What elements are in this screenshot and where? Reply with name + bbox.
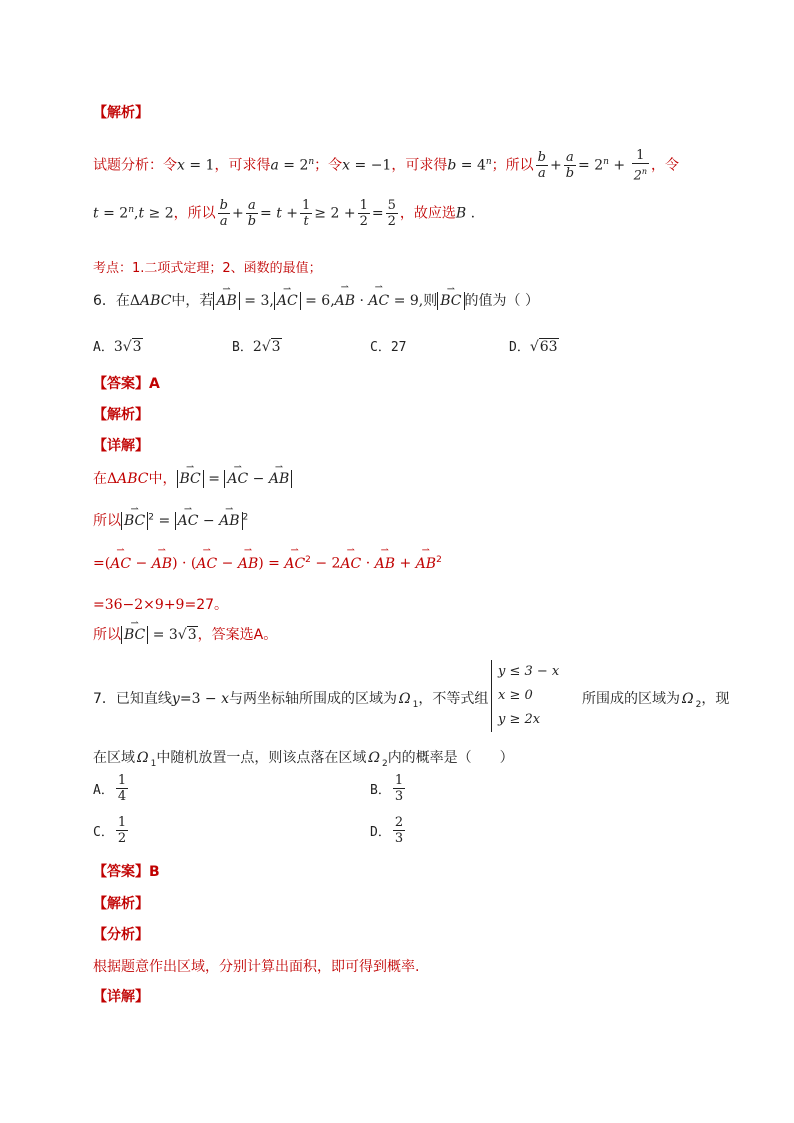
- q7-analysis-heading: 【解析】: [93, 896, 149, 912]
- text-segment: ，答案选: [197, 627, 254, 643]
- answer-tag: 【答案】: [93, 864, 149, 880]
- answer-value: A: [149, 376, 160, 392]
- text-segment: 6．在: [93, 293, 130, 309]
- numerator: 1: [394, 773, 404, 788]
- option-label: D．: [509, 340, 530, 355]
- q7-answer: [93, 861, 160, 881]
- q7-option-c[interactable]: [93, 815, 130, 846]
- text-segment: 所围成的区域为: [582, 691, 680, 707]
- text-segment: ，现: [701, 691, 730, 707]
- q6-detail-line-4: [93, 594, 228, 614]
- q5-analysis-line-2: $t = 2^n,t \ge 2$，所以 $\frac{b}{a}$ + $\frac{a}{b}$ = t + $\frac{1}{t}$ ≥ 2 + $\frac{1}{2}$ = $\frac{5}{2}$ ，故应选B .: [93, 198, 476, 229]
- text-segment: 与两坐标轴所围成的区域为: [229, 691, 398, 707]
- q7-stem-line-1b: 所围成的区域为 Ω $_2$，现: [582, 691, 730, 710]
- text-segment: 。: [263, 627, 278, 643]
- q5-analysis-line-1: 试题分析：令x = 1，可求得$a = 2^n$；令x = −1，可求得$b = 4^n$；所以 $\frac{b}{a}$ + $\frac{a}{b}$ = $2^n$ + $\frac{1}{2^n}$ ，令: [93, 148, 680, 184]
- text-segment: 内的概率是（ ）: [387, 750, 514, 766]
- q7-option-b[interactable]: [370, 773, 407, 804]
- denominator: 4: [117, 789, 127, 804]
- text-segment: 。: [214, 597, 229, 613]
- denominator: 3: [394, 789, 404, 804]
- text-segment: 所以: [93, 513, 121, 529]
- text-segment: 在区域: [93, 750, 135, 766]
- q6-option-c[interactable]: [370, 336, 406, 355]
- q7-fenxi-heading: 【分析】: [93, 927, 149, 943]
- text-segment: 7．已知直线: [93, 691, 172, 707]
- q6-stem: 6．在ΔABC中，若⇀ AB = 3,⇀ AC = 6,⇀ AB · ⇀ AC = 9,则⇀ BC 的值为（ ）: [93, 290, 539, 310]
- result-value: A: [253, 627, 264, 643]
- numerator: 1: [117, 773, 127, 788]
- text-segment: 在: [93, 471, 107, 487]
- q6-option-a[interactable]: A．3√3: [93, 339, 142, 355]
- q6-detail-line-5: 所以⇀ BC = 3√3，答案选A。: [93, 624, 277, 644]
- q6-detail-line-1: 在ΔABC中，⇀ BC = ⇀ AC − ⇀ AB: [93, 468, 292, 488]
- text-segment: ；所以: [491, 157, 534, 174]
- analysis-heading: 【解析】: [93, 105, 149, 121]
- q7-inequality-system: y ≤ 3 − x x ≥ 0 y ≥ 2x: [491, 660, 559, 732]
- option-label: B．: [232, 340, 253, 355]
- option-label: A．: [93, 783, 114, 798]
- text-segment: 所以: [93, 627, 121, 643]
- option-value: 27: [390, 340, 407, 355]
- denominator: 3: [394, 831, 404, 846]
- text-segment: ，不等式组: [418, 691, 489, 707]
- q6-option-b[interactable]: B．2√3: [232, 339, 281, 355]
- text-segment: 中随机放置一点，则该点落在区域: [156, 750, 367, 766]
- denominator: 2: [117, 831, 127, 846]
- answer-value: B: [149, 864, 160, 880]
- q7-option-d[interactable]: [370, 815, 407, 846]
- option-label: B．: [370, 783, 391, 798]
- option-label: D．: [370, 825, 391, 840]
- q6-detail-line-2: 所以⇀ BC $^2$ = ⇀ AC − ⇀ AB $^2$: [93, 510, 248, 530]
- q6-answer: [93, 373, 160, 393]
- text-segment: 试题分析：令: [93, 157, 177, 174]
- q7-fenxi-text: 根据题意作出区域，分别计算出面积，即可得到概率.: [93, 959, 420, 975]
- q7-stem-line-2: 在区域 Ω $_1$中随机放置一点，则该点落在区域 Ω $_2$内的概率是（ ）: [93, 750, 514, 769]
- q7-detail-heading: 【详解】: [93, 989, 149, 1005]
- numerator: 1: [117, 815, 127, 830]
- text-segment: 的值为（ ）: [464, 293, 539, 309]
- q6-option-d[interactable]: D．√63: [509, 339, 558, 355]
- text-segment: 中，若: [171, 293, 214, 309]
- q6-analysis-heading: 【解析】: [93, 407, 149, 423]
- option-label: A．: [93, 340, 114, 355]
- q7-stem-line-1: 7．已知直线y=3 − x与两坐标轴所围成的区域为 Ω $_1$，不等式组: [93, 691, 489, 710]
- text-segment: ，令: [651, 157, 680, 174]
- text-segment: ，可求得: [214, 157, 271, 174]
- text-segment: ；令: [314, 157, 343, 174]
- result-value: 27: [196, 597, 215, 613]
- answer-tag: 【答案】: [93, 376, 149, 392]
- q6-detail-line-3: =(⇀ AC − ⇀ AB) · (⇀ AC − ⇀ AB) = ⇀ $AC^2$ − 2⇀ AC · ⇀ AB + ⇀ $AB^2$: [93, 555, 442, 572]
- text-segment: 中，: [148, 471, 177, 487]
- q7-option-a[interactable]: [93, 773, 130, 804]
- option-label: C．: [370, 340, 391, 355]
- text-segment: ，可求得: [391, 157, 448, 174]
- text-segment: =36−2×9+9=: [93, 597, 197, 613]
- q6-detail-heading: 【详解】: [93, 438, 149, 454]
- option-label: C．: [93, 825, 114, 840]
- text-segment: ，所以: [173, 205, 216, 222]
- numerator: 2: [394, 815, 404, 830]
- q5-kaodian: 考点：1.二项式定理；2、函数的最值；: [93, 261, 322, 276]
- text-segment: ，故应选: [399, 205, 456, 222]
